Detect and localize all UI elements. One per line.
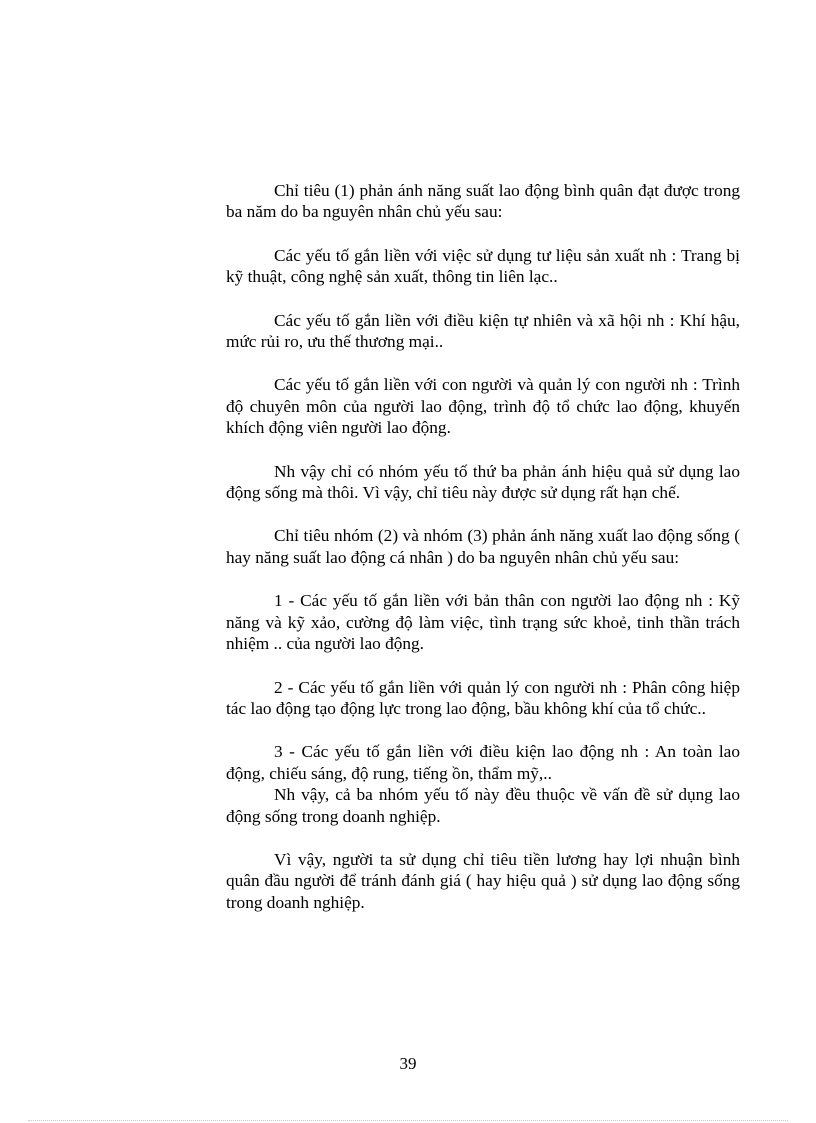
paragraph-conclusion-indicator-1: Nh vậy chỉ có nhóm yếu tố thứ ba phản ánh hiệu quả sử dụng lao động sống mà thôi. Vì vậy, chỉ tiêu này được sử dụng rất hạn chế. <box>226 461 740 503</box>
page-body <box>226 180 740 935</box>
paragraph-factor-3-conditions: 3 - Các yếu tố gắn liền với điều kiện lao động nh : An toàn lao động, chiếu sáng, độ rung, tiếng ồn, thẩm mỹ,.. <box>226 742 740 783</box>
paragraph-factor-production-means: Các yếu tố gắn liền với việc sử dụng tư liệu sản xuất nh : Trang bị kỹ thuật, công nghệ sản xuất, thông tin liên lạc.. <box>226 245 740 287</box>
paragraph-factor-natural-social: Các yếu tố gắn liền với điều kiện tự nhiên và xã hội nh : Khí hậu, mức rủi ro, ưu thế thương mại.. <box>226 310 740 352</box>
paragraph-intro-indicator-1: Chỉ tiêu (1) phản ánh năng suất lao động bình quân đạt được trong ba năm do ba nguyên nhân chủ yếu sau: <box>226 181 740 222</box>
paragraph-conclusion-three-groups: Nh vậy, cả ba nhóm yếu tố này đều thuộc về vấn đề sử dụng lao động sống trong doanh nghiệp. <box>226 785 740 826</box>
paragraph-factor-2-management: 2 - Các yếu tố gắn liền với quản lý con người nh : Phân công hiệp tác lao động tạo động lực trong lao động, bầu không khí của tổ chức.. <box>226 677 740 718</box>
paragraph-factor-1-individual: 1 - Các yếu tố gắn liền với bản thân con người lao động nh : Kỹ năng và kỹ xảo, cường độ làm việc, tình trạng sức khoẻ, tinh thần trách nhiệm .. của người lao động. <box>226 591 740 654</box>
page-number: 39 <box>399 1054 417 1073</box>
paragraph-conclusion-wage-profit: Vì vậy, người ta sử dụng chỉ tiêu tiền lương hay lợi nhuận bình quân đầu người để tránh đánh giá ( hay hiệu quả ) sử dụng lao động sống trong doanh nghiệp. <box>226 849 740 912</box>
paragraph-intro-indicator-2-3: Chỉ tiêu nhóm (2) và nhóm (3) phản ánh năng xuất lao động sống ( hay năng suất lao động cá nhân ) do ba nguyên nhân chủ yếu sau: <box>226 526 740 567</box>
page-bottom-divider <box>28 1120 788 1121</box>
paragraph-factor-people-management: Các yếu tố gắn liền với con người và quản lý con người nh : Trình độ chuyên môn của người lao động, trình độ tổ chức lao động, khuyến khích động viên người lao động. <box>226 375 740 438</box>
